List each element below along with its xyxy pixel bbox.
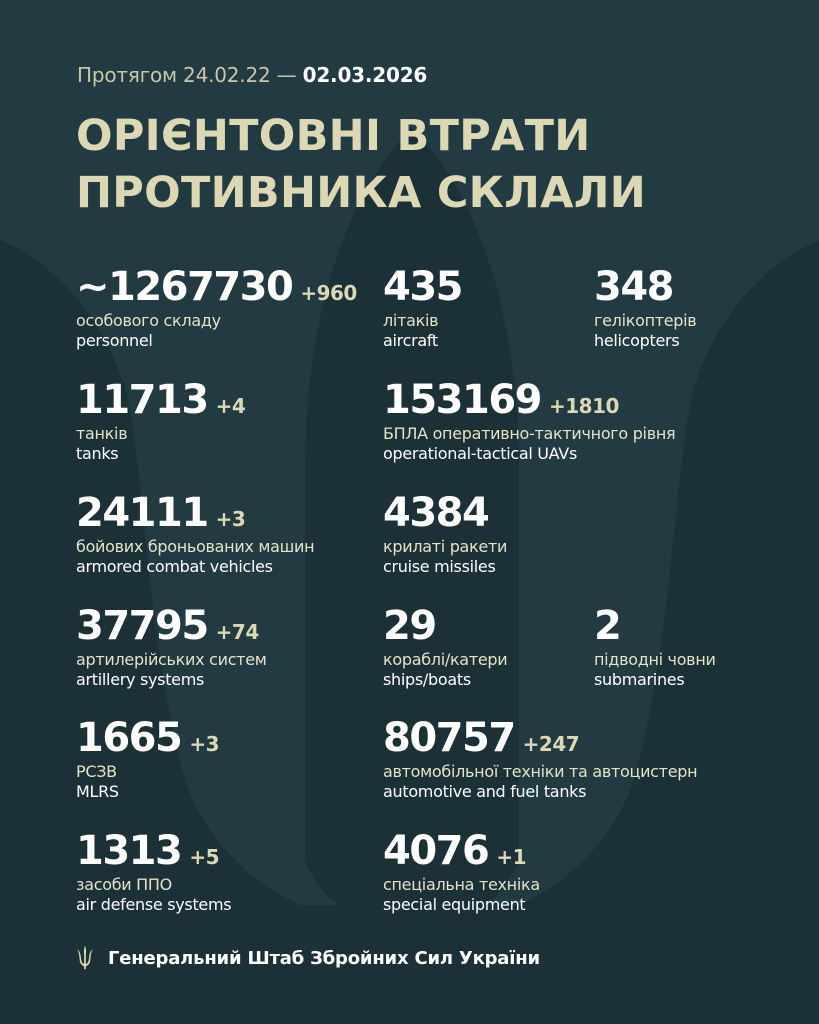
stat-artillery [76,604,267,690]
trident-icon [76,945,94,971]
stat-submarines [594,604,716,690]
stat-value: 24111 [76,490,208,536]
stat-label-ua: танків [76,424,128,443]
stat-value: 348 [594,264,673,310]
stat-label-en: cruise missiles [383,557,496,576]
stat-uavs [383,378,675,464]
title-line-1: ОРІЄНТОВНІ ВТРАТИ [76,111,591,161]
stat-label-en: personnel [76,331,153,350]
stat-label-ua: автомобільної техніки та автоцистерн [383,762,698,781]
stat-delta: +960 [300,281,357,305]
stat-delta: +247 [522,732,580,756]
stat-label-ua: крилаті ракети [383,537,508,556]
stat-label-ua: літаків [383,311,439,330]
stat-ships [383,604,507,690]
stat-label-en: armored combat vehicles [76,557,273,576]
stat-air-defense [76,829,231,915]
organization-name: Генеральний Штаб Збройних Сил України [108,947,540,969]
stat-label-en: special equipment [383,895,526,914]
stat-tanks [76,378,245,464]
stat-value: 4384 [383,490,489,536]
title-line-2: ПРОТИВНИКА СКЛАЛИ [76,168,647,218]
stat-label-en: submarines [594,670,685,689]
stat-label-ua: спеціальна техніка [383,875,540,894]
stat-value: 80757 [383,715,515,761]
stat-label-en: aircraft [383,331,438,350]
stat-label-en: tanks [76,444,119,463]
stat-label-ua: бойових броньованих машин [76,537,315,556]
stat-label-en: automotive and fuel tanks [383,782,587,801]
stat-value: 37795 [76,603,208,649]
stat-label-ua: БПЛА оперативно-тактичного рівня [383,424,676,443]
stat-label-ua: підводні човни [594,650,716,669]
stat-label-en: helicopters [594,331,680,350]
period-prefix: Протягом 24.02.22 — [77,63,303,87]
stat-delta: +3 [189,732,220,756]
stat-value: 1313 [76,828,182,874]
stat-value: 1665 [76,715,182,761]
report-period [77,63,427,87]
stat-label-ua: засоби ППО [76,875,172,894]
stat-label-en: ships/boats [383,670,471,689]
stat-helicopters [594,265,696,351]
stat-delta: +3 [215,507,246,531]
stat-label-en: MLRS [76,782,119,801]
stat-value: 4076 [383,828,489,874]
stat-mlrs [76,716,219,802]
stat-label-en: air defense systems [76,895,232,914]
stat-value: 11713 [76,377,208,423]
stat-delta: +5 [189,845,220,869]
page-title [76,108,646,222]
stat-delta: +1 [496,845,527,869]
period-end-date: 02.03.2026 [302,63,428,87]
stat-delta: +74 [215,620,259,644]
stat-delta: +4 [215,394,246,418]
stat-value: 435 [383,264,462,310]
stat-label-en: operational-tactical UAVs [383,444,577,463]
footer [76,944,540,972]
stat-value: 2 [594,603,621,649]
stat-label-ua: гелікоптерів [594,311,697,330]
stat-label-ua: кораблі/катери [383,650,508,669]
stat-vehicles [383,716,697,802]
stat-special-equipment [383,829,540,915]
stat-delta: +1810 [549,394,619,418]
stat-value: ~1267730 [76,264,293,310]
stat-armored-vehicles [76,491,314,577]
stat-value: 29 [383,603,436,649]
stat-personnel [76,265,357,351]
stat-aircraft [383,265,462,351]
stat-label-ua: артилерійських систем [76,650,267,669]
stat-cruise-missiles [383,491,507,577]
stat-label-ua: особового складу [76,311,221,330]
stat-label-en: artillery systems [76,670,205,689]
stat-value: 153169 [383,377,541,423]
stat-label-ua: РСЗВ [76,762,117,781]
